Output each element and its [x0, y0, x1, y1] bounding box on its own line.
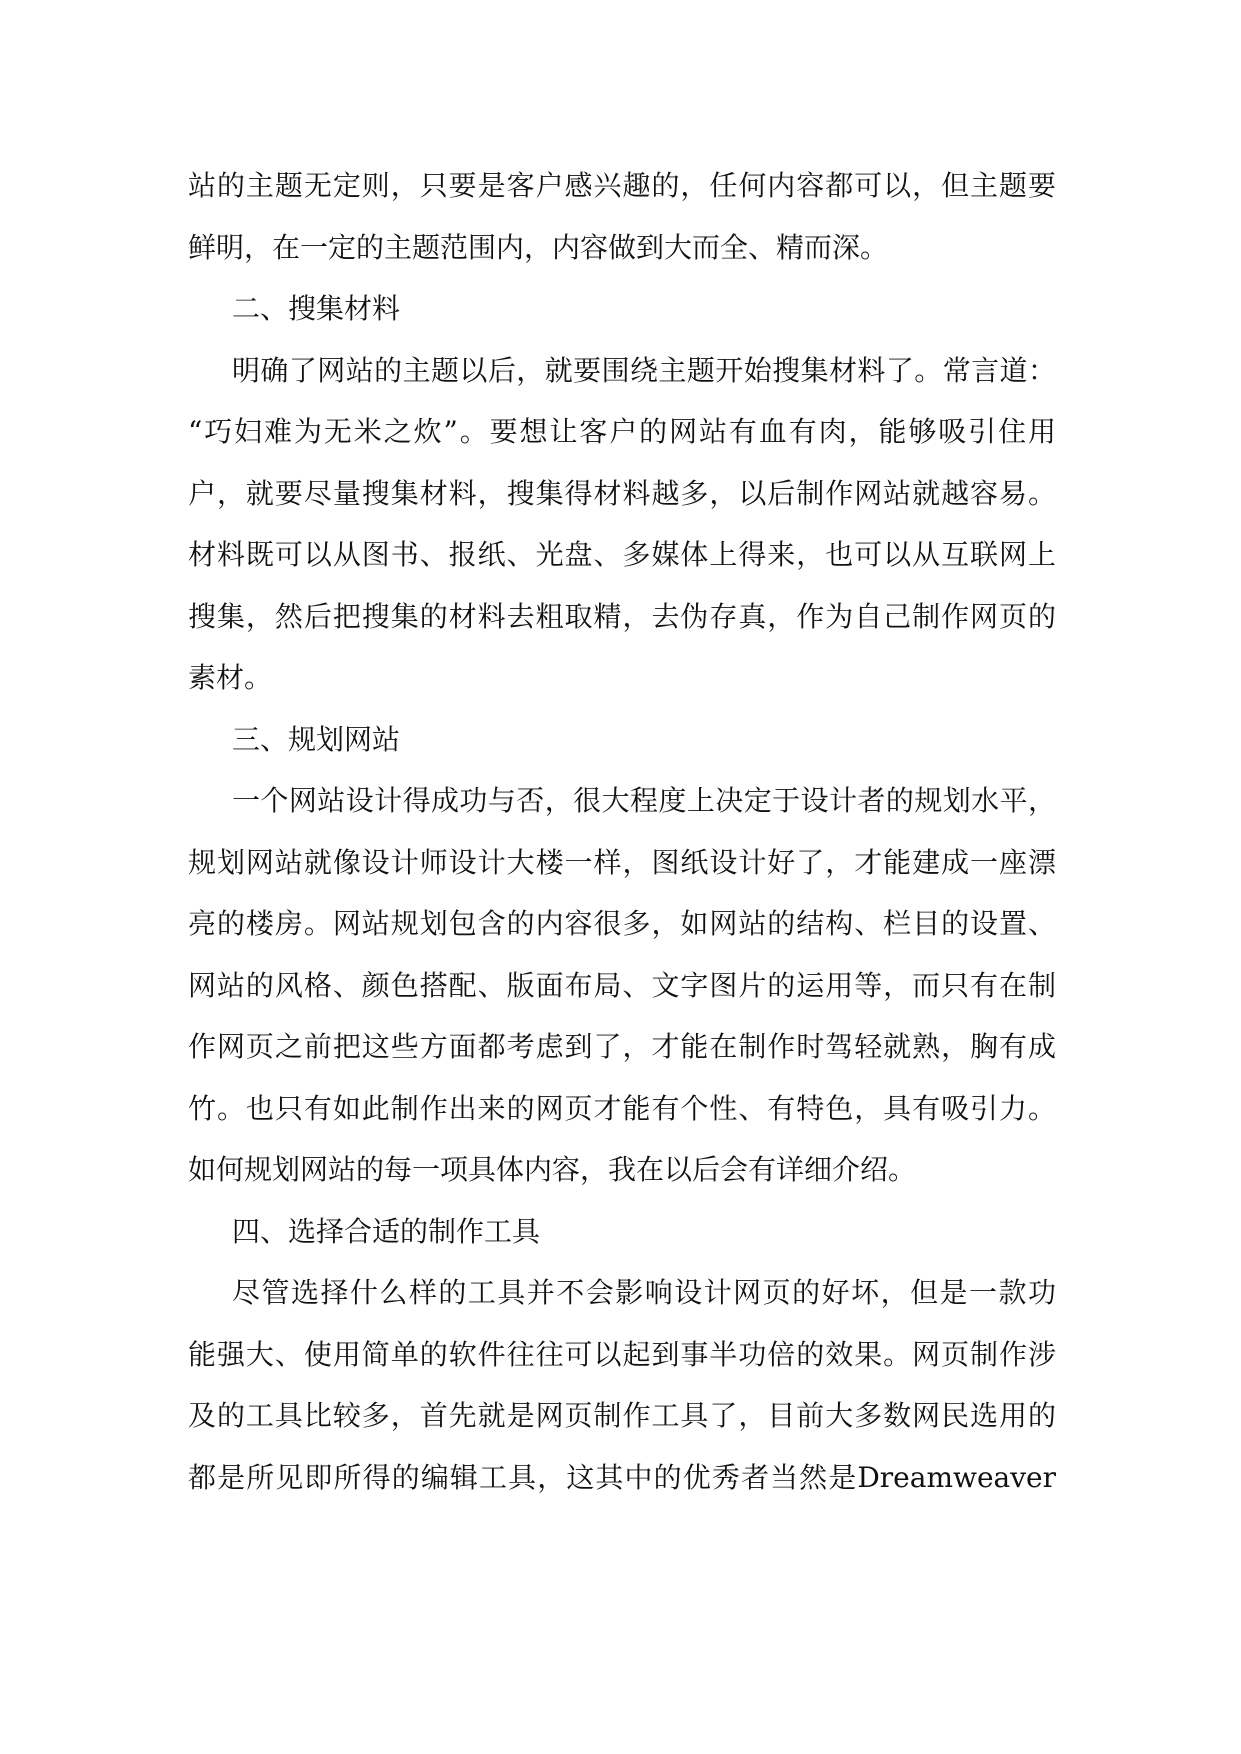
text-line: “巧妇难为无米之炊”。要想让客户的网站有血有肉，能够吸引住用 [188, 415, 1056, 448]
text-line: 尽管选择什么样的工具并不会影响设计网页的好坏，但是一款功 [232, 1276, 1056, 1309]
text-line: 及的工具比较多，首先就是网页制作工具了，目前大多数网民选用的 [188, 1399, 1056, 1432]
text-line: 户，就要尽量搜集材料，搜集得材料越多，以后制作网站就越容易。 [188, 476, 1056, 510]
text-line: 竹。也只有如此制作出来的网页才能有个性、有特色，具有吸引力。 [188, 1091, 1056, 1125]
text-line: 都是所见即所得的编辑工具，这其中的优秀者当然是Dreamweaver [188, 1460, 1056, 1494]
text-line: 站的主题无定则，只要是客户感兴趣的，任何内容都可以，但主题要 [188, 169, 1056, 202]
text-line: 如何规划网站的每一项具体内容，我在以后会有详细介绍。 [188, 1153, 917, 1186]
text-line: 作网页之前把这些方面都考虑到了，才能在制作时驾轻就熟，胸有成 [188, 1030, 1056, 1063]
text-line: 三、规划网站 [232, 722, 401, 756]
text-line: 规划网站就像设计师设计大楼一样，图纸设计好了，才能建成一座漂 [188, 845, 1056, 879]
text-line: 能强大、使用简单的软件往往可以起到事半功倍的效果。网页制作涉 [188, 1337, 1056, 1371]
text-line: 材料既可以从图书、报纸、光盘、多媒体上得来，也可以从互联网上 [188, 538, 1056, 571]
text-line: 鲜明，在一定的主题范围内，内容做到大而全、精而深。 [188, 230, 889, 264]
text-line: 明确了网站的主题以后，就要围绕主题开始搜集材料了。常言道： [232, 353, 1056, 387]
text-line: 素材。 [188, 661, 273, 694]
document-body [188, 155, 1056, 1508]
text-line: 搜集，然后把搜集的材料去粗取精，去伪存真，作为自己制作网页的 [188, 599, 1056, 633]
text-line: 四、选择合适的制作工具 [232, 1214, 541, 1248]
text-line: 二、搜集材料 [232, 292, 401, 325]
text-line: 网站的风格、颜色搭配、版面布局、文字图片的运用等，而只有在制 [188, 968, 1056, 1002]
text-line: 亮的楼房。网站规划包含的内容很多，如网站的结构、栏目的设置、 [188, 907, 1056, 940]
text-line: 一个网站设计得成功与否，很大程度上决定于设计者的规划水平， [232, 784, 1056, 817]
